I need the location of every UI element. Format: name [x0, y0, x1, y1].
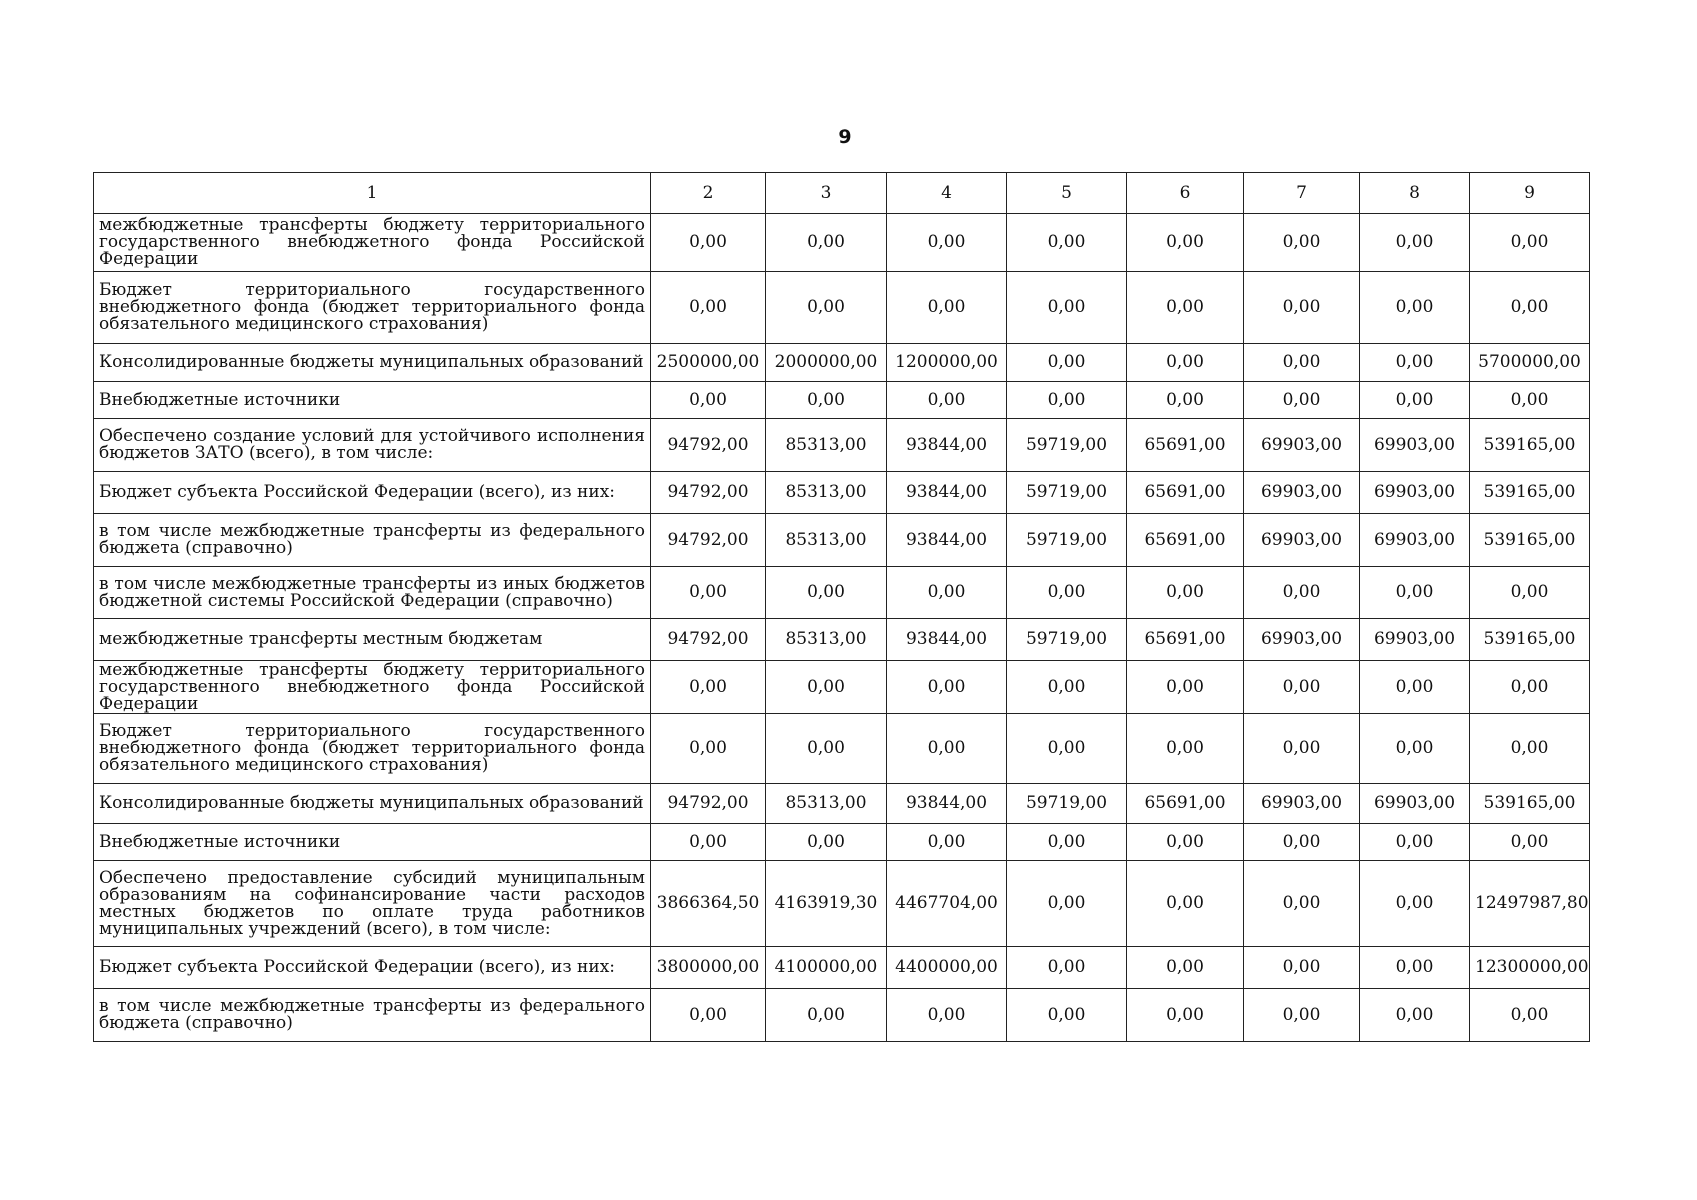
value-cell: 539165,00: [1470, 472, 1590, 514]
value-cell: 59719,00: [1007, 419, 1127, 472]
value-cell: 0,00: [1244, 382, 1360, 419]
value-cell: 69903,00: [1244, 784, 1360, 824]
value-cell: 0,00: [1007, 714, 1127, 784]
row-label: Внебюджетные источники: [94, 382, 651, 419]
value-cell: 0,00: [1360, 824, 1470, 861]
column-header: 3: [766, 173, 887, 214]
value-cell: 59719,00: [1007, 472, 1127, 514]
value-cell: 539165,00: [1470, 784, 1590, 824]
value-cell: 4100000,00: [766, 947, 887, 989]
value-cell: 0,00: [1127, 214, 1244, 272]
value-cell: 0,00: [887, 567, 1007, 619]
value-cell: 69903,00: [1244, 619, 1360, 661]
value-cell: 0,00: [1007, 344, 1127, 382]
value-cell: 12497987,80: [1470, 861, 1590, 947]
value-cell: 69903,00: [1360, 514, 1470, 567]
value-cell: 0,00: [887, 214, 1007, 272]
value-cell: 93844,00: [887, 472, 1007, 514]
value-cell: 0,00: [1007, 861, 1127, 947]
value-cell: 94792,00: [651, 514, 766, 567]
value-cell: 69903,00: [1360, 472, 1470, 514]
row-label: в том числе межбюджетные трансферты из иных бюджетов бюджетной системы Российской Федерации (справочно): [94, 567, 651, 619]
value-cell: 0,00: [1244, 861, 1360, 947]
row-label: Бюджет субъекта Российской Федерации (всего), из них:: [94, 472, 651, 514]
value-cell: 0,00: [651, 714, 766, 784]
value-cell: 0,00: [651, 661, 766, 714]
value-cell: 0,00: [1470, 382, 1590, 419]
value-cell: 539165,00: [1470, 619, 1590, 661]
row-label: Обеспечено предоставление субсидий муниципальным образованиям на софинансирование части расходов местных бюджетов по оплате труда работников муниципальных учреждений (всего), в том числе:: [94, 861, 651, 947]
value-cell: 0,00: [1470, 824, 1590, 861]
value-cell: 0,00: [1470, 714, 1590, 784]
value-cell: 3800000,00: [651, 947, 766, 989]
value-cell: 5700000,00: [1470, 344, 1590, 382]
value-cell: 0,00: [887, 824, 1007, 861]
value-cell: 0,00: [1127, 989, 1244, 1042]
value-cell: 93844,00: [887, 514, 1007, 567]
value-cell: 0,00: [651, 272, 766, 344]
table-row: [94, 947, 1590, 989]
column-header: 1: [94, 173, 651, 214]
value-cell: 0,00: [1007, 989, 1127, 1042]
value-cell: 0,00: [651, 382, 766, 419]
value-cell: 69903,00: [1244, 419, 1360, 472]
value-cell: 0,00: [1360, 344, 1470, 382]
value-cell: 0,00: [1244, 989, 1360, 1042]
value-cell: 65691,00: [1127, 472, 1244, 514]
table-row: [94, 514, 1590, 567]
table-header-row: [94, 173, 1590, 214]
value-cell: 0,00: [1244, 272, 1360, 344]
value-cell: 0,00: [887, 272, 1007, 344]
row-label: Консолидированные бюджеты муниципальных образований: [94, 784, 651, 824]
column-header: 8: [1360, 173, 1470, 214]
value-cell: 0,00: [1470, 272, 1590, 344]
value-cell: 0,00: [1007, 567, 1127, 619]
value-cell: 0,00: [1360, 989, 1470, 1042]
value-cell: 65691,00: [1127, 619, 1244, 661]
table-row: [94, 214, 1590, 272]
value-cell: 69903,00: [1360, 784, 1470, 824]
row-label: в том числе межбюджетные трансферты из федерального бюджета (справочно): [94, 989, 651, 1042]
table-row: [94, 784, 1590, 824]
value-cell: 0,00: [1007, 661, 1127, 714]
value-cell: 0,00: [1470, 661, 1590, 714]
value-cell: 12300000,00: [1470, 947, 1590, 989]
value-cell: 59719,00: [1007, 514, 1127, 567]
value-cell: 0,00: [887, 714, 1007, 784]
value-cell: 4467704,00: [887, 861, 1007, 947]
value-cell: 85313,00: [766, 514, 887, 567]
value-cell: 94792,00: [651, 472, 766, 514]
value-cell: 539165,00: [1470, 419, 1590, 472]
value-cell: 0,00: [766, 214, 887, 272]
value-cell: 94792,00: [651, 619, 766, 661]
value-cell: 0,00: [887, 382, 1007, 419]
value-cell: 69903,00: [1244, 514, 1360, 567]
value-cell: 0,00: [1127, 824, 1244, 861]
value-cell: 0,00: [1360, 714, 1470, 784]
value-cell: 0,00: [651, 989, 766, 1042]
value-cell: 0,00: [651, 567, 766, 619]
table-row: [94, 714, 1590, 784]
table-row: [94, 272, 1590, 344]
value-cell: 94792,00: [651, 784, 766, 824]
value-cell: 0,00: [1244, 214, 1360, 272]
value-cell: 0,00: [1360, 214, 1470, 272]
row-label: Бюджет территориального государственного внебюджетного фонда (бюджет территориального фонда обязательного медицинского страхования): [94, 272, 651, 344]
value-cell: 69903,00: [1244, 472, 1360, 514]
value-cell: 0,00: [1007, 947, 1127, 989]
value-cell: 0,00: [1127, 382, 1244, 419]
column-header: 5: [1007, 173, 1127, 214]
table-row: [94, 661, 1590, 714]
row-label: межбюджетные трансферты бюджету территориального государственного внебюджетного фонда Российской Федерации: [94, 214, 651, 272]
row-label: Обеспечено создание условий для устойчивого исполнения бюджетов ЗАТО (всего), в том числе:: [94, 419, 651, 472]
value-cell: 4163919,30: [766, 861, 887, 947]
row-label: Бюджет субъекта Российской Федерации (всего), из них:: [94, 947, 651, 989]
value-cell: 0,00: [1127, 947, 1244, 989]
value-cell: 2500000,00: [651, 344, 766, 382]
row-label: Внебюджетные источники: [94, 824, 651, 861]
value-cell: 539165,00: [1470, 514, 1590, 567]
table-row: [94, 567, 1590, 619]
value-cell: 0,00: [887, 661, 1007, 714]
value-cell: 0,00: [1007, 382, 1127, 419]
value-cell: 0,00: [766, 382, 887, 419]
value-cell: 2000000,00: [766, 344, 887, 382]
value-cell: 0,00: [1360, 567, 1470, 619]
table-row: [94, 382, 1590, 419]
table-row: [94, 989, 1590, 1042]
value-cell: 0,00: [766, 567, 887, 619]
value-cell: 85313,00: [766, 419, 887, 472]
value-cell: 0,00: [651, 824, 766, 861]
table-row: [94, 861, 1590, 947]
value-cell: 65691,00: [1127, 784, 1244, 824]
value-cell: 0,00: [766, 989, 887, 1042]
value-cell: 0,00: [1127, 861, 1244, 947]
table-row: [94, 472, 1590, 514]
column-header: 7: [1244, 173, 1360, 214]
value-cell: 0,00: [1007, 272, 1127, 344]
value-cell: 0,00: [1244, 661, 1360, 714]
row-label: в том числе межбюджетные трансферты из федерального бюджета (справочно): [94, 514, 651, 567]
value-cell: 3866364,50: [651, 861, 766, 947]
value-cell: 0,00: [1244, 567, 1360, 619]
value-cell: 65691,00: [1127, 419, 1244, 472]
value-cell: 0,00: [1360, 272, 1470, 344]
value-cell: 93844,00: [887, 619, 1007, 661]
value-cell: 94792,00: [651, 419, 766, 472]
value-cell: 0,00: [766, 272, 887, 344]
value-cell: 0,00: [1470, 567, 1590, 619]
value-cell: 85313,00: [766, 472, 887, 514]
table-body: [94, 214, 1590, 1042]
column-header: 4: [887, 173, 1007, 214]
value-cell: 0,00: [1244, 714, 1360, 784]
value-cell: 0,00: [766, 661, 887, 714]
budget-table: [93, 172, 1590, 1042]
value-cell: 0,00: [1007, 824, 1127, 861]
value-cell: 0,00: [1127, 272, 1244, 344]
table-row: [94, 344, 1590, 382]
page-number: 9: [838, 126, 852, 148]
value-cell: 0,00: [1244, 344, 1360, 382]
value-cell: 0,00: [887, 989, 1007, 1042]
row-label: межбюджетные трансферты бюджету территориального государственного внебюджетного фонда Российской Федерации: [94, 661, 651, 714]
value-cell: 0,00: [1127, 661, 1244, 714]
value-cell: 0,00: [1360, 861, 1470, 947]
value-cell: 4400000,00: [887, 947, 1007, 989]
value-cell: 0,00: [766, 714, 887, 784]
row-label: Бюджет территориального государственного внебюджетного фонда (бюджет территориального фонда обязательного медицинского страхования): [94, 714, 651, 784]
value-cell: 0,00: [1127, 567, 1244, 619]
value-cell: 65691,00: [1127, 514, 1244, 567]
value-cell: 0,00: [1127, 714, 1244, 784]
table-row: [94, 419, 1590, 472]
value-cell: 0,00: [1244, 824, 1360, 861]
value-cell: 0,00: [651, 214, 766, 272]
column-header: 9: [1470, 173, 1590, 214]
value-cell: 69903,00: [1360, 419, 1470, 472]
value-cell: 59719,00: [1007, 619, 1127, 661]
value-cell: 1200000,00: [887, 344, 1007, 382]
value-cell: 0,00: [1470, 214, 1590, 272]
value-cell: 0,00: [1244, 947, 1360, 989]
value-cell: 0,00: [1470, 989, 1590, 1042]
column-header: 6: [1127, 173, 1244, 214]
value-cell: 85313,00: [766, 619, 887, 661]
column-header: 2: [651, 173, 766, 214]
row-label: межбюджетные трансферты местным бюджетам: [94, 619, 651, 661]
value-cell: 0,00: [1360, 661, 1470, 714]
value-cell: 93844,00: [887, 419, 1007, 472]
value-cell: 0,00: [1360, 947, 1470, 989]
value-cell: 0,00: [1007, 214, 1127, 272]
value-cell: 0,00: [1127, 344, 1244, 382]
value-cell: 93844,00: [887, 784, 1007, 824]
table-row: [94, 824, 1590, 861]
value-cell: 59719,00: [1007, 784, 1127, 824]
row-label: Консолидированные бюджеты муниципальных образований: [94, 344, 651, 382]
value-cell: 0,00: [1360, 382, 1470, 419]
value-cell: 69903,00: [1360, 619, 1470, 661]
table-row: [94, 619, 1590, 661]
value-cell: 0,00: [766, 824, 887, 861]
value-cell: 85313,00: [766, 784, 887, 824]
